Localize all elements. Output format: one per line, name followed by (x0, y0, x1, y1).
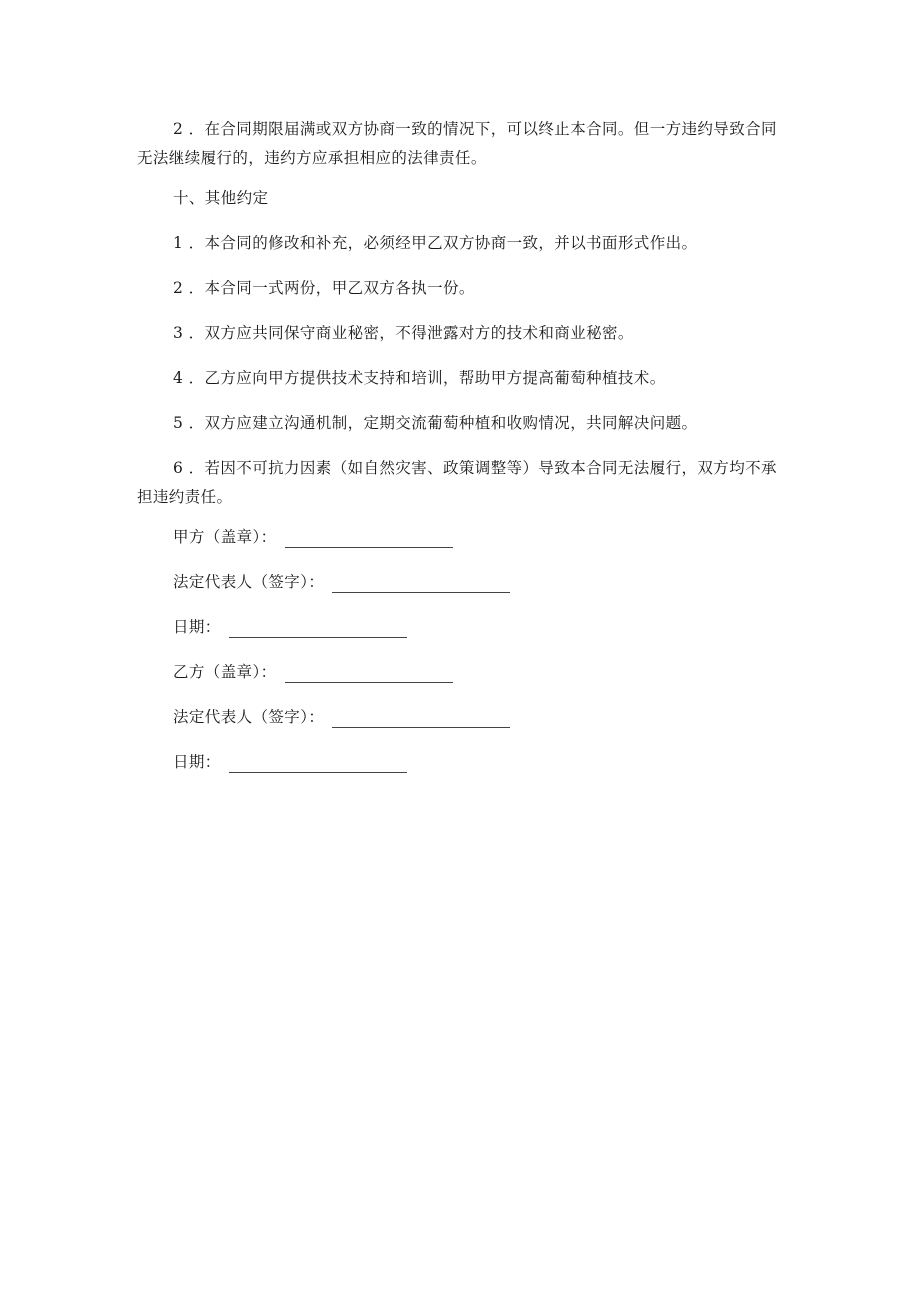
signature-label: 法定代表人（签字）： (173, 573, 325, 591)
signature-label: 日期： (173, 618, 221, 636)
signature-label: 日期： (173, 753, 221, 771)
signature-line[interactable] (285, 666, 453, 683)
signature-party-b-representative (173, 706, 510, 728)
signature-party-b-seal (173, 661, 453, 683)
signature-line[interactable] (285, 531, 453, 548)
signature-line[interactable] (332, 711, 510, 728)
clause-technical-support: 4 ．乙方应向甲方提供技术支持和培训，帮助甲方提高葡萄种植技术。 (173, 369, 666, 387)
clause-amendment: 1 ．本合同的修改和补充，必须经甲乙双方协商一致，并以书面形式作出。 (173, 234, 698, 252)
signature-label: 甲方（盖章）： (173, 528, 277, 546)
clause-termination: 2 ．在合同期限届满或双方协商一致的情况下，可以终止本合同。但一方违约导致合同无法继续履行的，违约方应承担相应的法律责任。 (137, 120, 777, 167)
clause-copies: 2 ．本合同一式两份，甲乙双方各执一份。 (173, 279, 475, 297)
signature-line[interactable] (229, 756, 407, 773)
clause-confidentiality: 3 ．双方应共同保守商业秘密，不得泄露对方的技术和商业秘密。 (173, 324, 634, 342)
signature-label: 乙方（盖章）： (173, 663, 277, 681)
clause-force-majeure: 6 ．若因不可抗力因素（如自然灾害、政策调整等）导致本合同无法履行，双方均不承担违约责任。 (137, 459, 777, 506)
clause-communication: 5 ．双方应建立沟通机制，定期交流葡萄种植和收购情况，共同解决问题。 (173, 414, 698, 432)
signature-party-a-seal (173, 526, 453, 548)
signature-party-b-date (173, 751, 407, 773)
signature-line[interactable] (229, 621, 407, 638)
signature-line[interactable] (332, 576, 510, 593)
signature-party-a-representative (173, 571, 510, 593)
section-heading-other-terms: 十、其他约定 (173, 189, 269, 207)
signature-party-a-date (173, 616, 407, 638)
signature-label: 法定代表人（签字）： (173, 708, 325, 726)
